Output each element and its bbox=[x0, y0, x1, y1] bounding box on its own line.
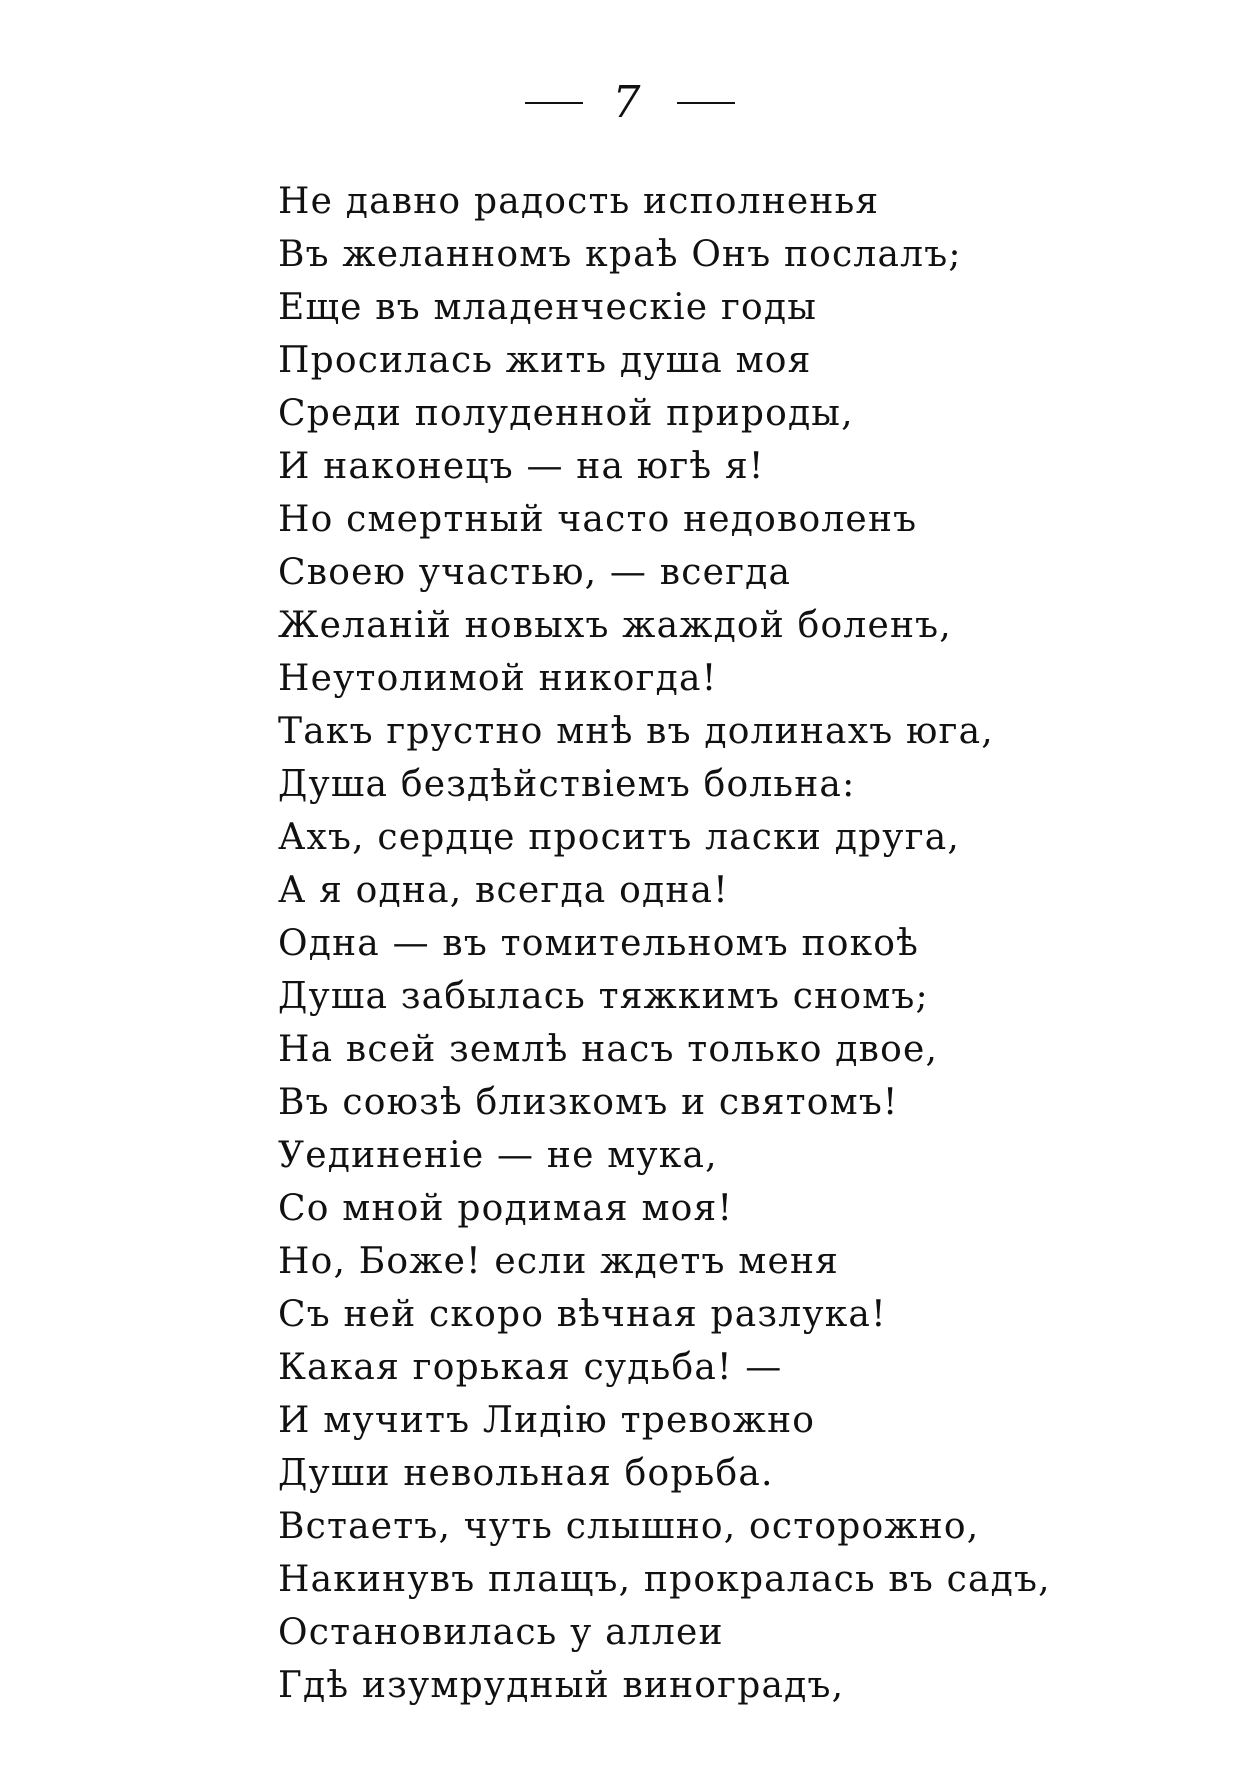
poem-line: Остановилась у аллеи bbox=[278, 1612, 724, 1653]
poem-line: Душа бездѣйствіемъ больна: bbox=[278, 764, 856, 805]
poem-line: Встаетъ, чуть слышно, осторожно, bbox=[278, 1506, 980, 1547]
page-number-value: 7 bbox=[612, 76, 647, 128]
poem-line: Какая горькая судьба! — bbox=[278, 1347, 783, 1388]
poem-line: Но, Боже! если ждетъ меня bbox=[278, 1241, 840, 1282]
page-number-left-dash bbox=[525, 102, 583, 104]
poem-line: Еще въ младенческіе годы bbox=[278, 287, 818, 328]
poem-line: Просилась жить душа моя bbox=[278, 340, 812, 381]
poem-line: На всей землѣ насъ только двое, bbox=[278, 1029, 939, 1070]
poem-line: Уединеніе — не мука, bbox=[278, 1135, 718, 1176]
page-number-right-dash bbox=[677, 102, 735, 104]
page-number bbox=[0, 76, 1259, 128]
poem-line: А я одна, всегда одна! bbox=[278, 870, 729, 911]
poem-line: Такъ грустно мнѣ въ долинахъ юга, bbox=[278, 711, 994, 752]
poem-line: Но смертный часто недоволенъ bbox=[278, 499, 918, 540]
poem-line: Своею участью, — всегда bbox=[278, 552, 792, 593]
poem-text bbox=[278, 175, 1198, 1712]
poem-line: Ахъ, сердце проситъ ласки друга, bbox=[278, 817, 961, 858]
poem-line: Неутолимой никогда! bbox=[278, 658, 718, 699]
poem-line: Желаній новыхъ жаждой боленъ, bbox=[278, 605, 952, 646]
poem-line: Накинувъ плащъ, прокралась въ садъ, bbox=[278, 1559, 1051, 1600]
poem-line: Съ ней скоро вѣчная разлука! bbox=[278, 1294, 887, 1335]
poem-line: Въ желанномъ краѣ Онъ послалъ; bbox=[278, 234, 962, 275]
poem-line: Со мной родимая моя! bbox=[278, 1188, 734, 1229]
poem-line: Одна — въ томительномъ покоѣ bbox=[278, 923, 920, 964]
poem-line: Въ союзѣ близкомъ и святомъ! bbox=[278, 1082, 899, 1123]
poem-line: Души невольная борьба. bbox=[278, 1453, 774, 1494]
poem-line: И мучитъ Лидію тревожно bbox=[278, 1400, 816, 1441]
poem-line: Душа забылась тяжкимъ сномъ; bbox=[278, 976, 929, 1017]
poem-line: Гдѣ изумрудный виноградъ, bbox=[278, 1665, 845, 1706]
poem-line: И наконецъ — на югѣ я! bbox=[278, 446, 765, 487]
poem-line: Не давно радость исполненья bbox=[278, 181, 880, 222]
poem-line: Среди полуденной природы, bbox=[278, 393, 854, 434]
